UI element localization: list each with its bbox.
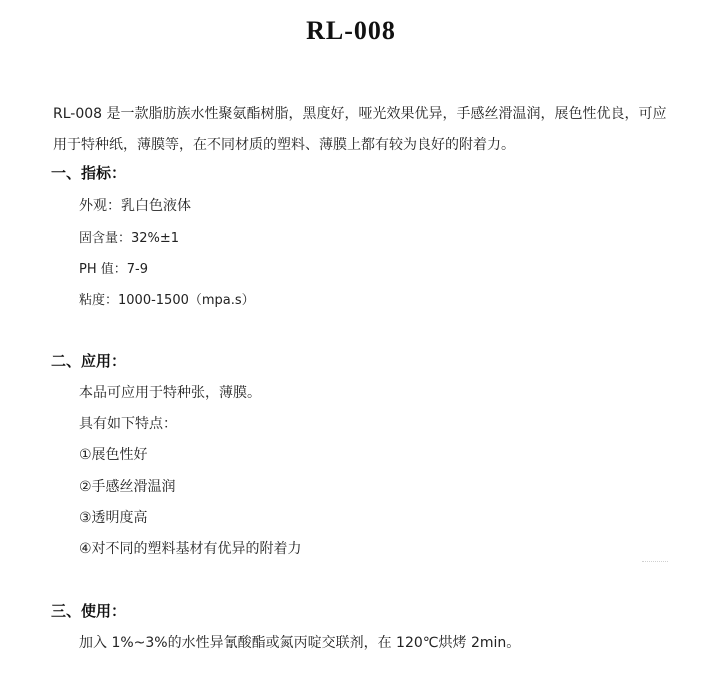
application-feature-1: ①展色性好 (79, 447, 148, 463)
spec-item-ph: PH 值：7-9 (79, 262, 148, 277)
document-title: RL-008 (306, 16, 396, 45)
section-heading-usage: 三、使用： (51, 602, 127, 620)
intro-paragraph (53, 99, 673, 161)
spec-item-appearance: 外观：乳白色液体 (79, 198, 191, 214)
usage-item-instructions: 加入 1%~3%的水性异氰酸酯或氮丙啶交联剂，在 120℃烘烤 2min。 (79, 635, 521, 651)
faint-mark (642, 561, 668, 564)
application-feature-2: ②手感丝滑温润 (79, 479, 176, 495)
intro-line-2: 用于特种纸，薄膜等，在不同材质的塑料、薄膜上都有较为良好的附着力。 (53, 137, 515, 153)
application-feature-4: ④对不同的塑料基材有优异的附着力 (79, 541, 302, 557)
application-feature-3: ③透明度高 (79, 510, 148, 526)
intro-line-1: RL-008 是一款脂肪族水性聚氨酯树脂，黑度好，哑光效果优异，手感丝滑温润，展色性优良，可应 (53, 106, 667, 122)
spec-item-viscosity: 粘度：1000-1500（mpa.s） (79, 293, 255, 308)
spec-item-solid-content: 固含量：32%±1 (79, 231, 180, 246)
application-item-features-intro: 具有如下特点： (79, 416, 177, 432)
section-heading-specs: 一、指标： (51, 164, 127, 182)
section-heading-application: 二、应用： (51, 352, 127, 370)
application-item-use: 本品可应用于特种张，薄膜。 (79, 385, 261, 401)
